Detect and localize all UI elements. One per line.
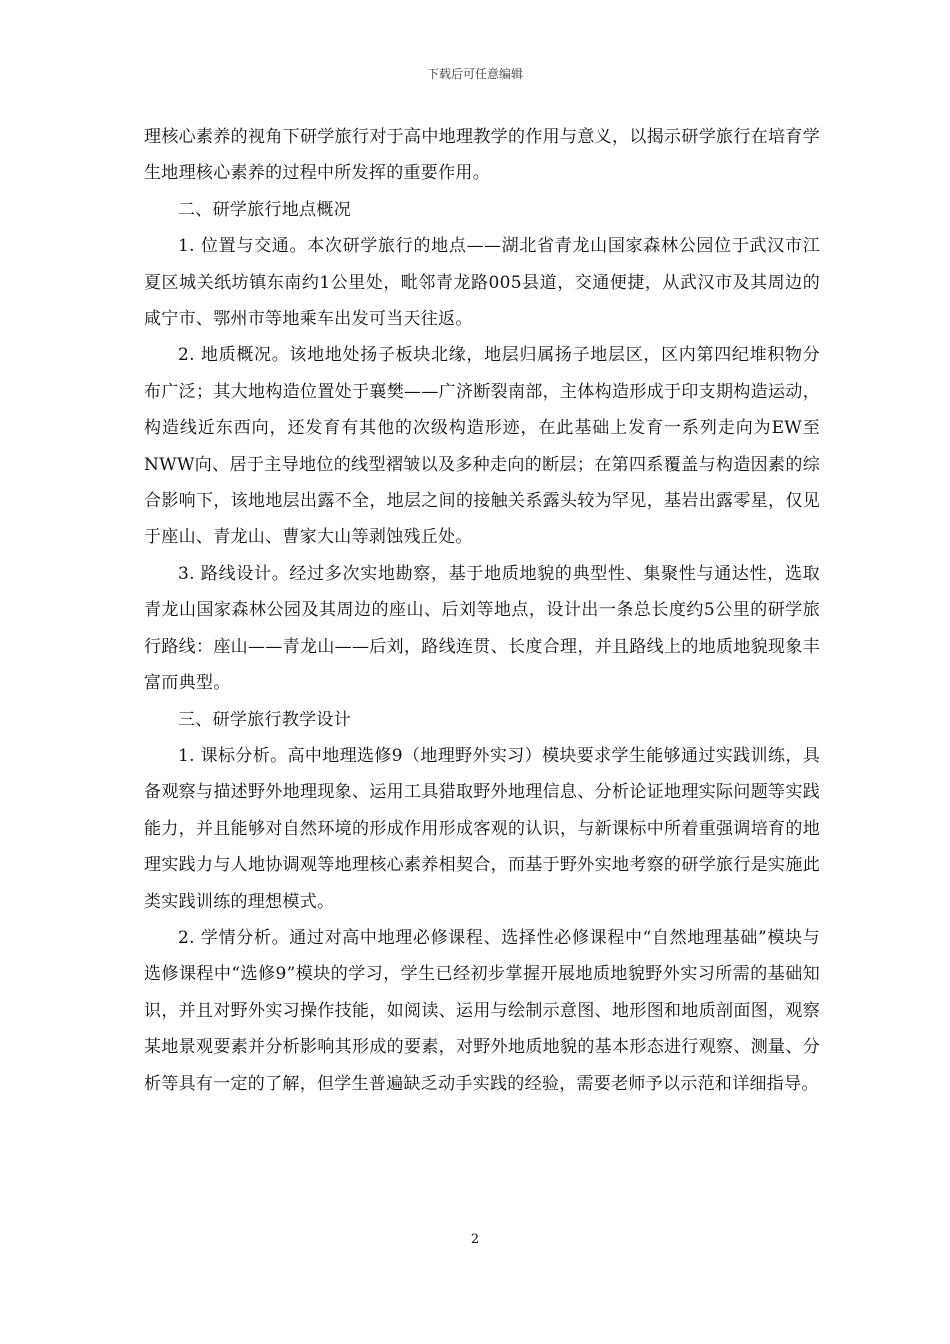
paragraph-route-design: 3. 路线设计。经过多次实地勘察，基于地质地貌的典型性、集聚性与通达性，选取青龙山国家森林公园及其周边的座山、后刘等地点，设计出一条总长度约5公里的研学旅行路线：座山——青龙山——后刘，路线连贯、长度合理，并且路线上的地质地貌现象丰富而典型。 xyxy=(144,563,820,694)
paragraph-location-transport: 1. 位置与交通。本次研学旅行的地点——湖北省青龙山国家森林公园位于武汉市江夏区城关纸坊镇东南约1公里处，毗邻青龙路005县道，交通便捷，从武汉市及其周边的咸宁市、鄂州市等地乘车出发可当天往返。 xyxy=(144,236,820,330)
paragraph-curriculum-analysis: 1. 课标分析。高中地理选修9（地理野外实习）模块要求学生能够通过实践训练，具备观察与描述野外地理现象、运用工具猎取野外地理信息、分析论证地理实际问题等实践能力，并且能够对自然环境的形成作用形成客观的认识，与新课标中所着重强调培育的地理实践力与人地协调观等地理核心素养相契合，而基于野外实地考察的研学旅行是实施此类实践训练的理想模式。 xyxy=(144,745,820,912)
paragraph-continued-intro: 理核心素养的视角下研学旅行对于高中地理教学的作用与意义，以揭示研学旅行在培育学生地理核心素养的过程中所发挥的重要作用。 xyxy=(144,127,820,184)
page-number: 2 xyxy=(470,1232,480,1247)
paragraph-geology-overview: 2. 地质概况。该地地处扬子板块北缘，地层归属扬子地层区，区内第四纪堆积物分布广泛；其大地构造位置处于襄樊——广济断裂南部，主体构造形成于印支期构造运动，构造线近东西向，还发育有其他的次级构造形迹，在此基础上发育一系列走向为EW至NWW向、居于主导地位的线型褶皱以及多种走向的断层；在第四系覆盖与构造因素的综合影响下，该地地层出露不全，地层之间的接触关系露头较为罕见，基岩出露零星，仅见于座山、青龙山、曹家大山等剥蚀残丘处。 xyxy=(144,345,820,548)
paragraph-learner-analysis: 2. 学情分析。通过对高中地理必修课程、选择性必修课程中“自然地理基础”模块与选修课程中“选修9”模块的学习，学生已经初步掌握开展地质地貌野外实习所需的基础知识，并且对野外实习操作技能，如阅读、运用与绘制示意图、地形图和地质剖面图，观察某地景观要素并分析影响其形成的要素，对野外地质地貌的基本形态进行观察、测量、分析等具有一定的了解，但学生普遍缺乏动手实践的经验，需要老师予以示范和详细指导。 xyxy=(144,927,820,1094)
section-heading-site-overview: 二、研学旅行地点概况 xyxy=(178,199,351,220)
page-header: 下载后可任意编辑 xyxy=(426,67,523,81)
section-heading-teaching-design: 三、研学旅行教学设计 xyxy=(178,709,351,730)
document-body xyxy=(144,119,820,1102)
